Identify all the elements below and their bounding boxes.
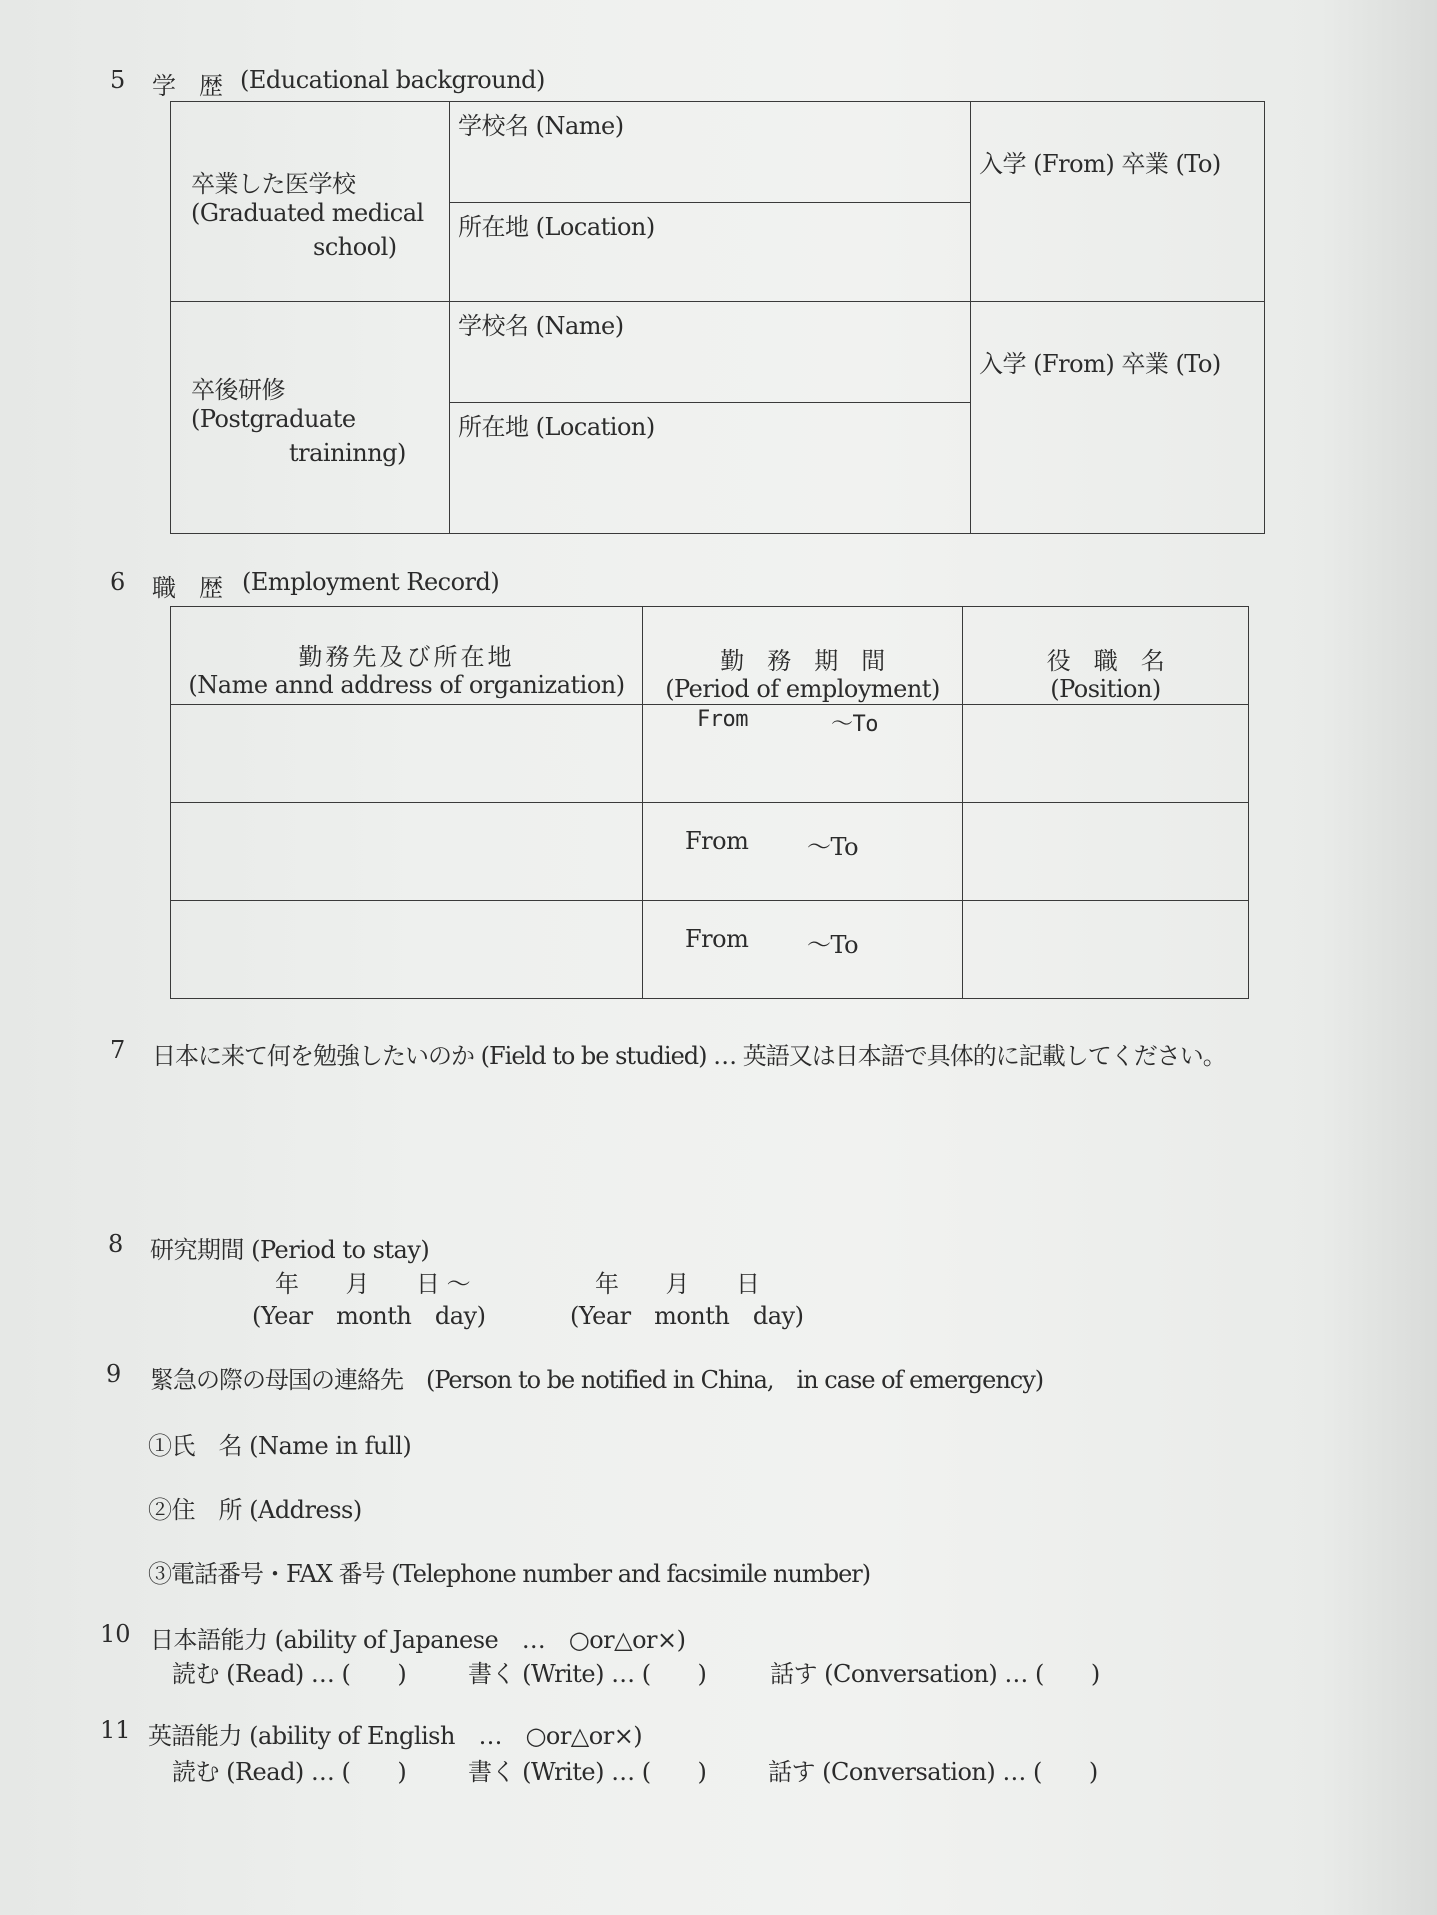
employment-header-org: [171, 607, 643, 705]
japanese-conversation-field[interactable]: 話す (Conversation) … ( ): [770, 1660, 1100, 1688]
english-write-field[interactable]: 書く (Write) … ( ): [468, 1758, 707, 1786]
education-row2-label-en2: traininng): [289, 439, 406, 467]
employment-row1-period-field[interactable]: [643, 705, 963, 803]
employment-header-period-en: (Period of employment): [665, 675, 940, 703]
section-10-title: 日本語能力 (ability of Japanese … ○or△or×): [150, 1626, 686, 1654]
employment-row3-period-field[interactable]: [643, 901, 963, 999]
education-row1-location-field[interactable]: [450, 203, 971, 302]
education-row2-location-label: 所在地 (Location): [458, 413, 655, 441]
employment-header-position-jp: 役 職 名: [1046, 647, 1165, 675]
period-end-date-labels: 年 月 日: [595, 1270, 760, 1298]
period-end-date-hint: (Year month day): [570, 1302, 804, 1330]
emergency-phone-label[interactable]: ③電話番号・FAX 番号 (Telephone number and facsimile number): [148, 1560, 871, 1588]
employment-header-org-jp: 勤務先及び所在地: [298, 643, 515, 671]
english-read-field[interactable]: 読む (Read) … ( ): [172, 1758, 407, 1786]
employment-row1-org-field[interactable]: [171, 705, 643, 803]
education-row1-label-en1: (Graduated medical: [191, 199, 424, 227]
education-row1-period-label: 入学 (From) 卒業 (To): [979, 150, 1221, 178]
employment-table: [170, 606, 1249, 999]
employment-row3-org-field[interactable]: [171, 901, 643, 999]
japanese-write-field[interactable]: 書く (Write) … ( ): [468, 1660, 707, 1688]
education-row1-label-jp: 卒業した医学校: [191, 170, 356, 198]
section-8-number: 8: [108, 1230, 124, 1258]
employment-header-period: [643, 607, 963, 705]
education-table: [170, 101, 1265, 534]
employment-row2-period-field[interactable]: [643, 803, 963, 901]
employment-row3-position-field[interactable]: [963, 901, 1249, 999]
english-conversation-field[interactable]: 話す (Conversation) … ( ): [768, 1758, 1098, 1786]
education-row2-name-label: 学校名 (Name): [458, 312, 624, 340]
emergency-address-label[interactable]: ②住 所 (Address): [148, 1496, 362, 1524]
employment-row2-from: From: [685, 827, 749, 855]
section-6-title: 職 歴: [152, 574, 223, 602]
education-row1-period-field[interactable]: [971, 102, 1265, 302]
employment-header-period-jp: 勤 務 期 間: [720, 647, 885, 675]
education-row1-label: [171, 102, 450, 302]
employment-header-position: [963, 607, 1249, 705]
section-5-number: 5: [110, 66, 126, 94]
education-row2-label-en1: (Postgraduate: [191, 405, 356, 433]
employment-row1-to: ～To: [831, 712, 878, 737]
section-9-number: 9: [106, 1360, 122, 1388]
section-5-title: 学 歴: [152, 72, 223, 100]
education-row2-label-jp: 卒後研修: [191, 376, 285, 404]
section-7-number: 7: [110, 1036, 126, 1064]
employment-row2-org-field[interactable]: [171, 803, 643, 901]
education-row1-name-field[interactable]: [450, 102, 971, 203]
employment-header-position-en: (Position): [1050, 675, 1161, 703]
employment-header-org-en: (Name annd address of organization): [188, 671, 625, 699]
section-6-title-en: (Employment Record): [242, 568, 500, 596]
education-row1-location-label: 所在地 (Location): [458, 213, 655, 241]
employment-row3-from: From: [685, 925, 749, 953]
education-row1-name-label: 学校名 (Name): [458, 112, 624, 140]
employment-row1-position-field[interactable]: [963, 705, 1249, 803]
japanese-read-field[interactable]: 読む (Read) … ( ): [172, 1660, 407, 1688]
education-row2-period-field[interactable]: [971, 302, 1265, 534]
education-row2-period-label: 入学 (From) 卒業 (To): [979, 350, 1221, 378]
section-11-number: 11: [100, 1716, 131, 1744]
education-row2-name-field[interactable]: [450, 302, 971, 403]
employment-row3-to: ～To: [807, 931, 859, 959]
period-start-date-labels: 年 月 日 ～: [275, 1270, 471, 1298]
employment-row2-to: ～To: [807, 833, 859, 861]
employment-row2-position-field[interactable]: [963, 803, 1249, 901]
education-row2-location-field[interactable]: [450, 403, 971, 534]
emergency-name-label[interactable]: ①氏 名 (Name in full): [148, 1432, 412, 1460]
section-10-number: 10: [100, 1620, 131, 1648]
employment-row1-from: From: [697, 707, 748, 732]
education-row2-label: [171, 302, 450, 534]
period-start-date-hint: (Year month day): [252, 1302, 486, 1330]
section-7-text: 日本に来て何を勉強したいのか (Field to be studied) … 英語又は日本語で具体的に記載してください。: [152, 1042, 1226, 1070]
section-6-number: 6: [110, 568, 126, 596]
field-to-be-studied-area[interactable]: [150, 1075, 1270, 1195]
education-row1-label-en2: school): [313, 233, 397, 261]
section-8-title: 研究期間 (Period to stay): [150, 1236, 430, 1264]
section-11-title: 英語能力 (ability of English … ○or△or×): [148, 1722, 643, 1750]
section-5-title-en: (Educational background): [240, 66, 545, 94]
section-9-title: 緊急の際の母国の連絡先 (Person to be notified in China, in case of emergency): [150, 1366, 1044, 1394]
